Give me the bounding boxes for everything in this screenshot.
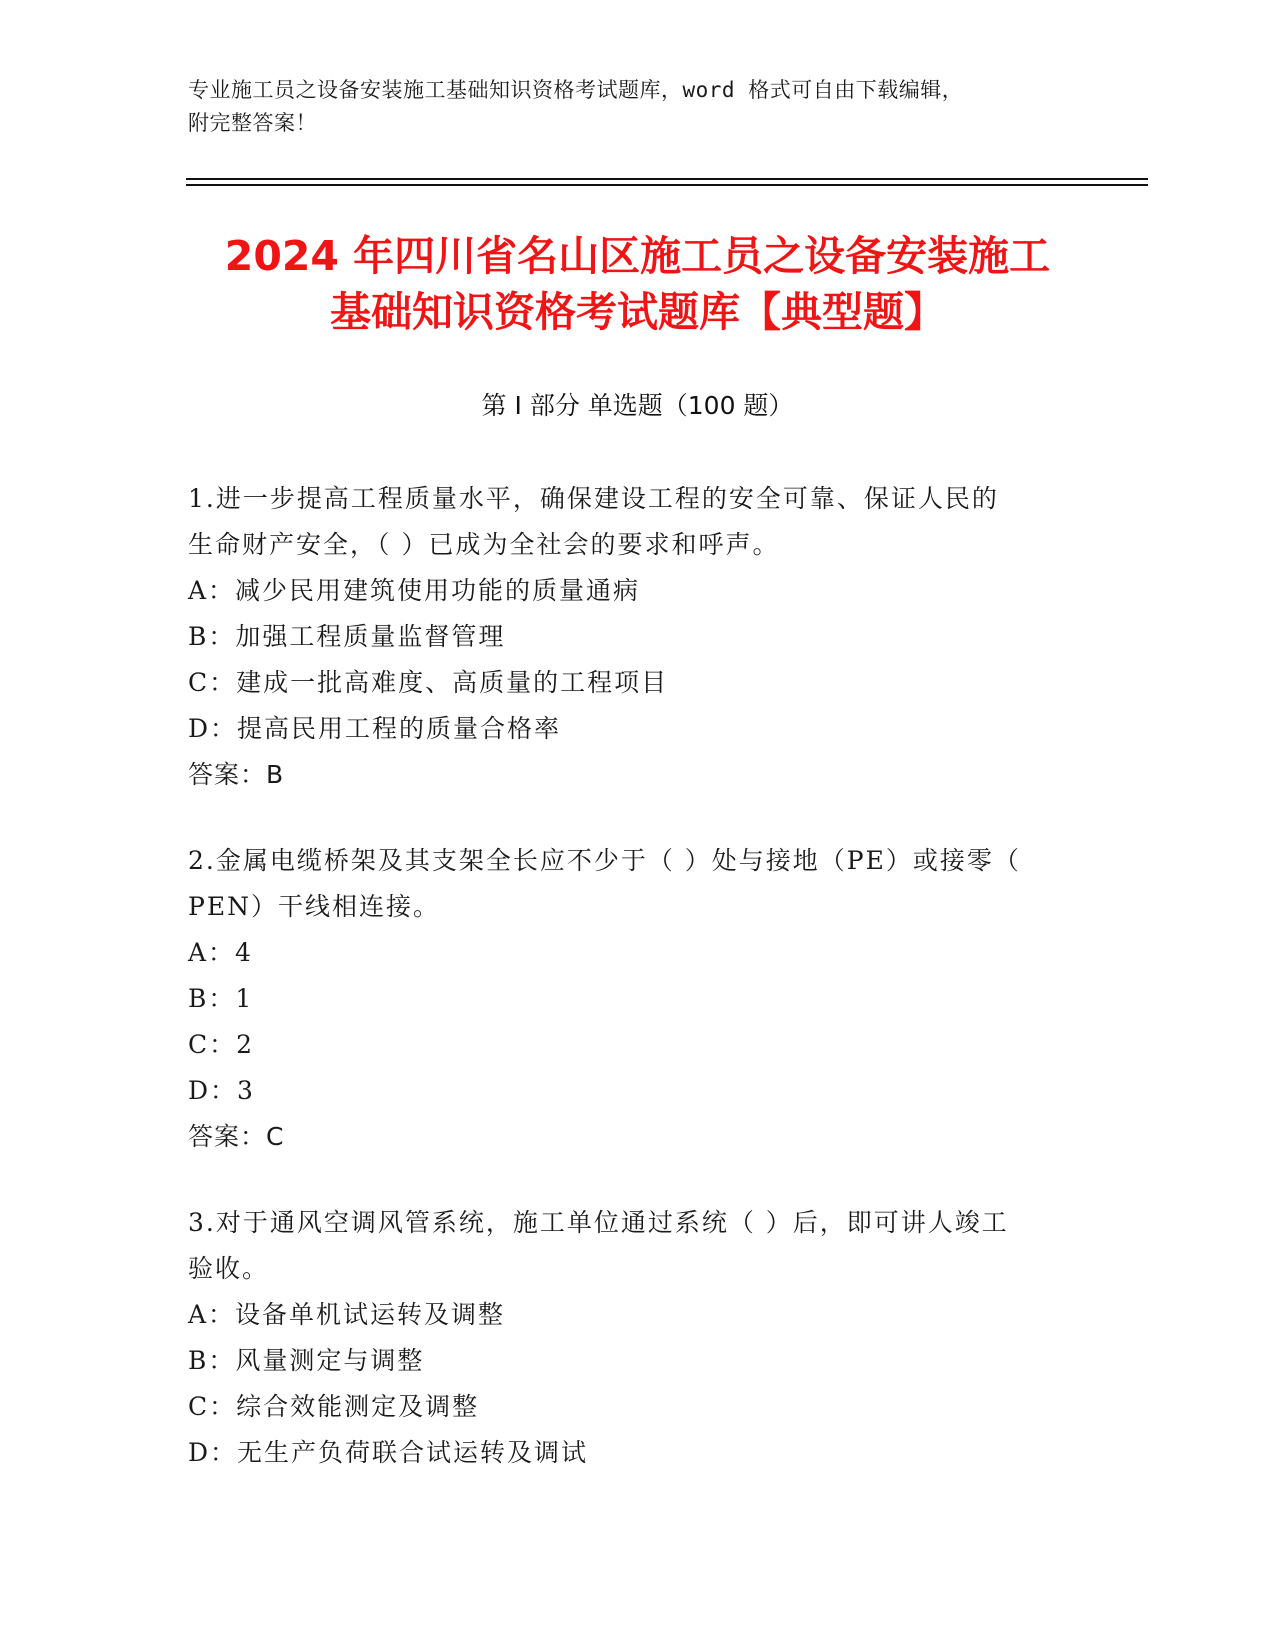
option-d: D：提高民用工程的质量合格率 [188,714,562,743]
question-stem-line-2: 生命财产安全，（ ）已成为全社会的要求和呼声。 [188,530,780,559]
header-note [188,74,1088,140]
header-divider-top [186,178,1148,180]
option-b: B：加强工程质量监督管理 [188,622,506,651]
answer: 答案：B [188,760,285,789]
option-d: D：3 [188,1076,255,1105]
option-a: A：4 [188,938,253,967]
header-divider-bottom [186,184,1148,186]
question-stem-line-2: PEN）干线相连接。 [188,892,440,921]
option-c: C：2 [188,1030,255,1059]
question-stem-line-1: 1.进一步提高工程质量水平，确保建设工程的安全可靠、保证人民的 [188,484,999,513]
question-stem-line-2: 验收。 [188,1254,270,1283]
question-1 [188,476,1088,798]
question-stem-line-1: 2.金属电缆桥架及其支架全长应不少于（ ）处与接地（PE）或接零（ [188,846,1021,875]
section-title: 第 I 部分 单选题（100 题） [481,391,794,420]
header-note-line-2: 附完整答案！ [188,111,317,135]
question-2 [188,838,1088,1160]
option-b: B：1 [188,984,254,1013]
option-c: C：建成一批高难度、高质量的工程项目 [188,668,669,697]
option-d: D：无生产负荷联合试运转及调试 [188,1438,589,1467]
document-title-line-2: 基础知识资格考试题库【典型题】 [330,288,945,336]
header-note-line-1: 专业施工员之设备安装施工基础知识资格考试题库，word 格式可自由下载编辑， [188,78,964,102]
answer: 答案：C [188,1122,285,1151]
option-a: A：减少民用建筑使用功能的质量通病 [188,576,641,605]
question-stem-line-1: 3.对于通风空调风管系统，施工单位通过系统（ ）后，即可讲人竣工 [188,1208,1009,1237]
option-a: A：设备单机试运转及调整 [188,1300,506,1329]
document-title [150,228,1125,340]
question-3 [188,1200,1088,1476]
option-b: B：风量测定与调整 [188,1346,425,1375]
option-c: C：综合效能测定及调整 [188,1392,480,1421]
document-title-line-1: 2024 年四川省名山区施工员之设备安装施工 [224,232,1051,280]
